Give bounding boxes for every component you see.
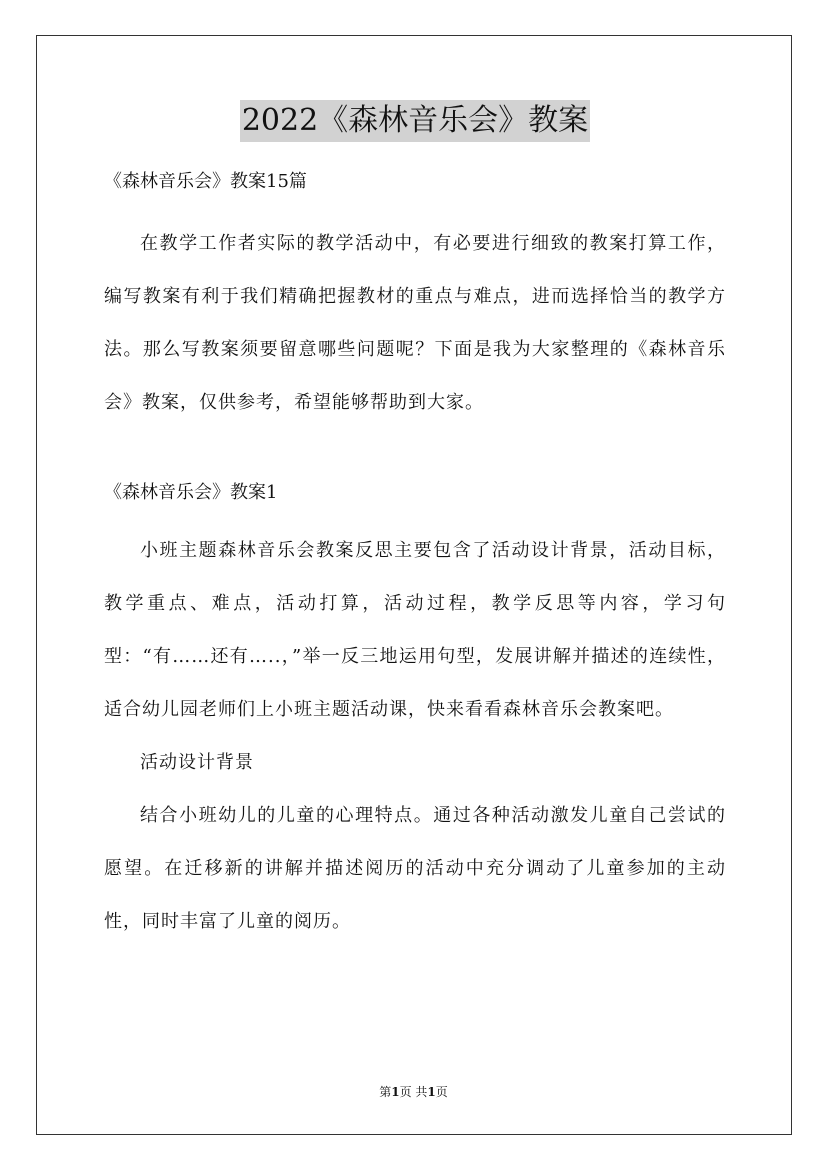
title-wrap [104, 100, 726, 148]
footer-page-current: 1 [391, 1085, 400, 1099]
intro-paragraph: 在教学工作者实际的教学活动中，有必要进行细致的教案打算工作，编写教案有利于我们精确把握教材的重点与难点，进而选择恰当的教学方法。那么写教案须要留意哪些问题呢？下面是我为大家整理的《森林音乐会》教案，仅供参考，希望能够帮助到大家。 [104, 233, 726, 413]
footer-page-suffix: 页 [435, 1085, 448, 1099]
document-body [104, 100, 726, 948]
section-heading-1: 《森林音乐会》教案1 [104, 482, 278, 503]
footer-page-mid: 页 共 [399, 1085, 428, 1099]
footer-page-prefix: 第 [379, 1085, 392, 1099]
page-footer [0, 1083, 827, 1100]
background-heading: 活动设计背景 [140, 752, 254, 773]
document-title: 2022《森林音乐会》教案 [240, 100, 590, 142]
document-subtitle: 《森林音乐会》教案15篇 [104, 171, 307, 192]
section-1-paragraph: 小班主题森林音乐会教案反思主要包含了活动设计背景，活动目标，教学重点、难点，活动打算，活动过程，教学反思等内容，学习句型：“有……还有…..，”举一反三地运用句型，发展讲解并描述的连续性，适合幼儿园老师们上小班主题活动课，快来看看森林音乐会教案吧。 [104, 540, 726, 720]
footer-page-total: 1 [427, 1085, 436, 1099]
background-paragraph: 结合小班幼儿的儿童的心理特点。通过各种活动激发儿童自己尝试的愿望。在迁移新的讲解并描述阅历的活动中充分调动了儿童参加的主动性，同时丰富了儿童的阅历。 [104, 805, 726, 932]
